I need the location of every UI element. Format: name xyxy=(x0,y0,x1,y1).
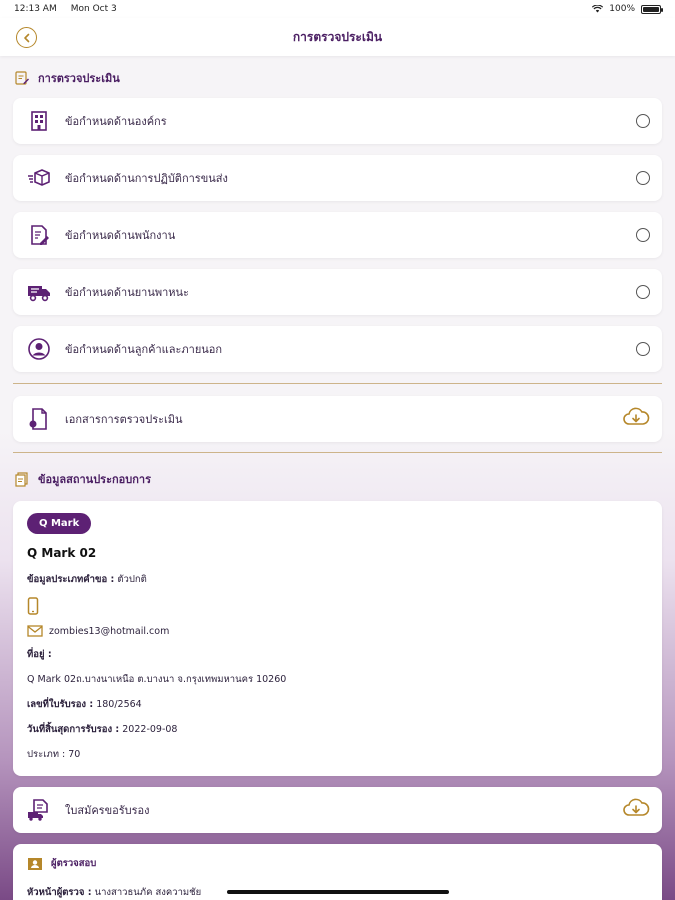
divider xyxy=(13,452,662,453)
document-label: เอกสารการตรวจประเมิน xyxy=(65,413,183,426)
operator-section-title: ข้อมูลสถานประกอบการ xyxy=(38,473,151,486)
request-type-line xyxy=(27,572,648,587)
email-value: zombies13@hotmail.com xyxy=(49,625,170,637)
application-row[interactable] xyxy=(13,787,662,833)
truck-icon xyxy=(27,280,51,304)
document-stack-icon xyxy=(14,471,30,487)
requirement-item-customer[interactable] xyxy=(13,326,662,372)
head-auditor-label: หัวหน้าผู้ตรวจ : xyxy=(27,887,92,898)
requirement-item-organization[interactable] xyxy=(13,98,662,144)
requirement-label: ข้อกำหนดด้านพนักงาน xyxy=(65,229,176,242)
expiry-label: วันที่สิ้นสุดการรับรอง : xyxy=(27,724,120,735)
home-indicator xyxy=(227,890,449,894)
clipboard-edit-icon xyxy=(14,70,30,86)
requirement-item-employee[interactable] xyxy=(13,212,662,258)
cloud-download-icon[interactable] xyxy=(622,407,650,431)
nav-bar xyxy=(0,18,675,56)
inspection-section-header xyxy=(0,64,675,92)
cloud-download-icon[interactable] xyxy=(622,798,650,822)
type-label: ประเภท : xyxy=(27,749,66,760)
customer-icon xyxy=(27,337,51,361)
id-card-icon xyxy=(27,857,43,871)
employee-document-icon xyxy=(27,223,51,247)
phone-icon xyxy=(27,597,39,615)
building-icon xyxy=(27,109,51,133)
request-type-value: ตัวปกติ xyxy=(117,574,147,585)
inspection-document-row[interactable] xyxy=(13,396,662,442)
battery-percent: 100% xyxy=(609,4,635,14)
address-label-line xyxy=(27,647,648,662)
requirement-label: ข้อกำหนดด้านองค์กร xyxy=(65,115,167,128)
expiry-line xyxy=(27,722,648,737)
inspection-section-title: การตรวจประเมิน xyxy=(38,72,120,85)
certificate-truck-icon xyxy=(27,798,51,822)
battery-icon xyxy=(641,5,661,14)
type-value: 70 xyxy=(68,749,81,760)
cert-no-value: 180/2564 xyxy=(96,699,142,710)
document-icon xyxy=(27,407,51,431)
cert-no-label: เลขที่ใบรับรอง : xyxy=(27,699,94,710)
cert-no-line xyxy=(27,697,648,712)
operator-info-card xyxy=(13,501,662,776)
package-delivery-icon xyxy=(27,166,51,190)
radio-button[interactable] xyxy=(636,228,650,242)
requirement-label: ข้อกำหนดด้านยานพาหนะ xyxy=(65,286,189,299)
phone-line xyxy=(27,597,648,615)
requirement-label: ข้อกำหนดด้านลูกค้าและภายนอก xyxy=(65,343,223,356)
qmark-badge: Q Mark xyxy=(27,513,91,534)
status-date: Mon Oct 3 xyxy=(70,4,117,14)
radio-button[interactable] xyxy=(636,171,650,185)
status-time: 12:13 AM xyxy=(14,4,57,14)
address-label: ที่อยู่ : xyxy=(27,649,52,660)
operator-section-header xyxy=(0,465,675,493)
status-bar xyxy=(0,0,675,18)
auditor-section-title: ผู้ตรวจสอบ xyxy=(51,858,97,869)
back-arrow-circle-icon[interactable] xyxy=(16,27,37,48)
auditor-header xyxy=(27,856,648,871)
requirement-item-vehicle[interactable] xyxy=(13,269,662,315)
operator-name: Q Mark 02 xyxy=(27,546,97,560)
radio-button[interactable] xyxy=(636,285,650,299)
address-value: Q Mark 02ถ.บางนาเหนือ ต.บางนา จ.กรุงเทพมหานคร 10260 xyxy=(27,674,287,685)
requirement-label: ข้อกำหนดด้านการปฏิบัติการขนส่ง xyxy=(65,172,228,185)
radio-button[interactable] xyxy=(636,114,650,128)
application-label: ใบสมัครขอรับรอง xyxy=(65,804,150,817)
request-type-label: ข้อมูลประเภทคำขอ : xyxy=(27,574,115,585)
wifi-icon xyxy=(592,5,603,13)
page-title: การตรวจประเมิน xyxy=(292,29,383,44)
requirement-item-transport-operation[interactable] xyxy=(13,155,662,201)
radio-button[interactable] xyxy=(636,342,650,356)
type-line xyxy=(27,747,648,762)
email-line xyxy=(27,625,648,637)
mail-icon xyxy=(27,625,43,637)
head-auditor-value: นางสาวธนภัค สงความชัย xyxy=(94,887,202,898)
expiry-value: 2022-09-08 xyxy=(122,724,178,735)
divider xyxy=(13,383,662,384)
